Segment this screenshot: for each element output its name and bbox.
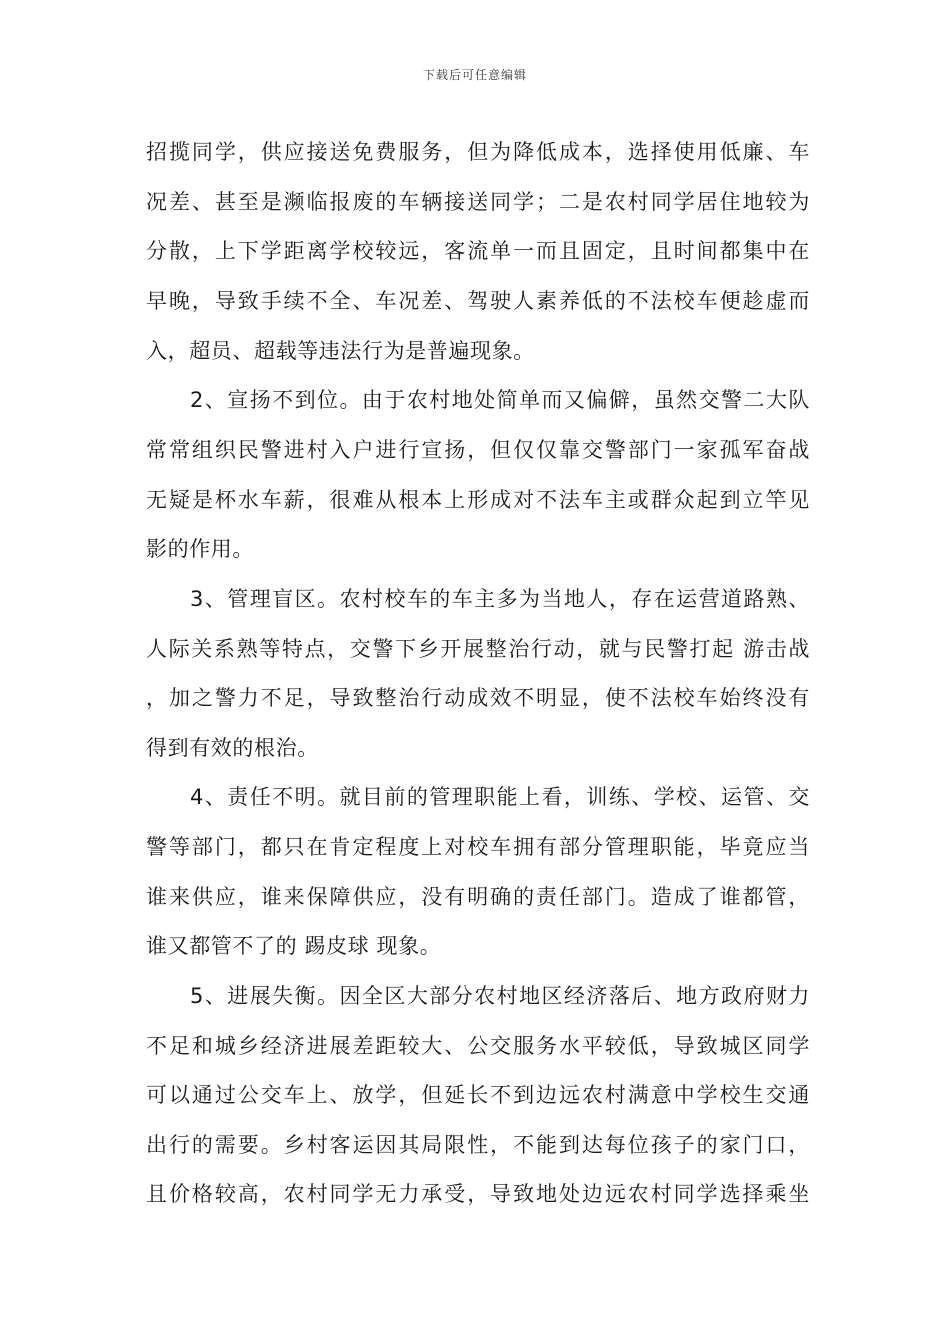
text-line: 况差、甚至是濒临报废的车辆接送同学；二是农村同学居住地较为 [146, 190, 810, 214]
text-line: 入，超员、超载等违法行为是普遍现象。 [146, 339, 535, 363]
text-line: 人际关系熟等特点，交警下乡开展整治行动，就与民警打起 游击战 [146, 637, 810, 661]
text-line: 谁又都管不了的 踢皮球 现象。 [146, 934, 442, 958]
text-line: 谁来供应，谁来保障供应，没有明确的责任部门。造成了谁都管， [146, 885, 810, 909]
text-line: ，加之警力不足，导致整治行动成效不明显，使不法校车始终没有 [146, 686, 810, 710]
text-line: 招揽同学，供应接送免费服务，但为降低成本，选择使用低廉、车 [146, 140, 810, 164]
text-line: 出行的需要。乡村客运因其局限性，不能到达每位孩子的家门口， [146, 1133, 810, 1157]
paragraph-2-first-line: 2、宣扬不到位。由于农村地处简单而又偏僻，虽然交警二大队 [190, 388, 810, 412]
text-line: 且价格较高，农村同学无力承受，导致地处边远农村同学选择乘坐 [146, 1182, 810, 1206]
text-line: 警等部门，都只在肯定程度上对校车拥有部分管理职能，毕竟应当 [146, 835, 810, 859]
text-line: 无疑是杯水车薪，很难从根本上形成对不法车主或群众起到立竿见 [146, 488, 810, 512]
text-line: 影的作用。 [146, 537, 254, 561]
paragraph-5-first-line: 5、进展失衡。因全区大部分农村地区经济落后、地方政府财力 [190, 984, 810, 1008]
text-line: 不足和城乡经济进展差距较大、公交服务水平较低，导致城区同学 [146, 1034, 810, 1058]
paragraph-4-first-line: 4、责任不明。就目前的管理职能上看，训练、学校、运管、交 [190, 785, 810, 809]
paragraph-3-first-line: 3、管理盲区。农村校车的车主多为当地人，存在运营道路熟、 [190, 587, 810, 611]
text-line: 可以通过公交车上、放学，但延长不到边远农村满意中学校生交通 [146, 1083, 810, 1107]
text-line: 早晚，导致手续不全、车况差、驾驶人素养低的不法校车便趁虚而 [146, 289, 810, 313]
text-line: 分散，上下学距离学校较远，客流单一而且固定，且时间都集中在 [146, 239, 810, 263]
page-header: 下载后可任意编辑 [422, 68, 527, 82]
text-line: 得到有效的根治。 [146, 736, 319, 760]
text-line: 常常组织民警进村入户进行宣扬，但仅仅靠交警部门一家孤军奋战 [146, 438, 810, 462]
